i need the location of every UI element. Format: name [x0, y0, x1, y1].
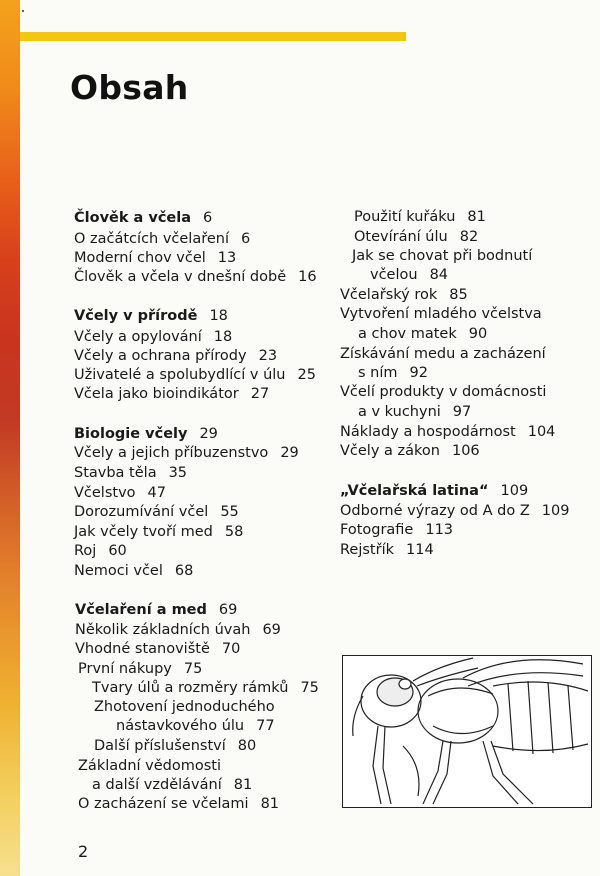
toc-entry-title: nástavkového úlu — [116, 718, 245, 734]
toc-entry-title: Člověk a včela — [74, 210, 192, 226]
toc-entry-title: Včelí produkty v domácnosti — [340, 384, 547, 400]
toc-entry-title: Moderní chov včel — [74, 250, 206, 266]
toc-entry-page: 27 — [250, 386, 270, 402]
toc-entry-page: 85 — [449, 287, 468, 303]
toc-entry-title: Včelaření a med — [75, 602, 207, 618]
page-title: Obsah — [70, 68, 189, 107]
toc-entry-title: Včely a zákon — [340, 443, 440, 459]
toc-entry-page: 16 — [298, 269, 317, 285]
toc-entry-title: Odborné výrazy od A do Z — [340, 503, 530, 519]
toc-entry-page: 25 — [297, 367, 316, 383]
toc-entry — [74, 230, 250, 248]
toc-entry-page: 69 — [218, 602, 238, 618]
toc-entry-page: 13 — [217, 250, 237, 266]
toc-entry — [340, 541, 434, 559]
toc-entry — [358, 364, 428, 382]
toc-entry — [74, 444, 299, 462]
toc-entry — [358, 403, 471, 421]
toc-entry-title: Rejstřík — [340, 542, 394, 558]
toc-entry-page: 97 — [452, 404, 472, 420]
toc-entry-page: 18 — [209, 308, 228, 324]
toc-entry-title: Roj — [74, 543, 97, 559]
toc-entry — [75, 640, 240, 658]
toc-entry-title: Použití kuřáku — [354, 209, 456, 225]
toc-entry-page: 55 — [220, 504, 239, 520]
toc-entry-title: Včely v přírodě — [74, 308, 198, 324]
toc-entry — [354, 208, 486, 226]
toc-entry — [340, 442, 480, 460]
toc-entry — [74, 366, 316, 384]
header-bar — [20, 32, 406, 41]
toc-entry — [75, 621, 281, 639]
toc-entry-title: Člověk a včela v dnešní době — [74, 269, 287, 285]
toc-entry-title: Vhodné stanoviště — [75, 641, 210, 657]
toc-entry-title: Získávání medu a zacházení — [340, 346, 546, 362]
toc-entry — [74, 249, 236, 267]
toc-entry-page: 90 — [468, 326, 488, 342]
toc-entry-page: 58 — [224, 524, 244, 540]
toc-entry-title: Včely a jejich příbuzenstvo — [74, 445, 269, 461]
toc-entry — [94, 737, 256, 755]
toc-entry — [74, 484, 166, 502]
toc-entry — [74, 464, 187, 482]
toc-entry-page: 92 — [409, 365, 428, 381]
toc-entry-title: Včely a ochrana přírody — [74, 348, 247, 364]
toc-entry — [74, 307, 228, 325]
toc-entry — [370, 266, 448, 284]
toc-entry — [94, 698, 287, 716]
toc-entry-title: Další příslušenství — [94, 738, 226, 754]
toc-entry-title: Tvary úlů a rozměry rámků — [92, 680, 289, 696]
toc-entry — [340, 383, 558, 401]
toc-entry-title: Dorozumívání včel — [74, 504, 209, 520]
toc-entry-page: 81 — [467, 209, 486, 225]
toc-entry-page: 69 — [262, 622, 281, 638]
toc-entry — [74, 347, 277, 365]
toc-entry-page: 81 — [260, 796, 280, 812]
toc-entry-page: 6 — [241, 231, 251, 247]
toc-entry-page: 82 — [459, 229, 479, 245]
toc-entry-title: Náklady a hospodárnost — [340, 424, 516, 440]
toc-entry-page: 35 — [168, 465, 188, 481]
toc-entry-title: „Včelařská latina“ — [340, 483, 489, 499]
toc-entry-title: Jak včely tvoří med — [74, 524, 213, 540]
toc-entry — [354, 228, 478, 246]
toc-entry — [340, 423, 555, 441]
toc-entry-title: Biologie včely — [74, 426, 188, 442]
toc-entry-page: 77 — [256, 718, 275, 734]
toc-entry-title: Několik základních úvah — [75, 622, 251, 638]
toc-entry — [74, 542, 127, 560]
toc-entry — [74, 562, 193, 580]
toc-entry-page: 75 — [300, 680, 319, 696]
toc-entry — [74, 328, 232, 346]
toc-entry-title: Včelstvo — [74, 485, 136, 501]
toc-entry-title: Včely a opylování — [74, 329, 202, 345]
toc-entry — [74, 268, 317, 286]
toc-entry-title: Otevírání úlu — [354, 229, 448, 245]
toc-entry — [78, 795, 279, 813]
toc-entry-title: Včela jako bioindikátor — [74, 386, 239, 402]
toc-entry-title: První nákupy — [78, 661, 172, 677]
toc-entry-page: 6 — [203, 210, 213, 226]
toc-entry-page: 18 — [213, 329, 233, 345]
toc-entry-title: a další vzdělávání — [92, 777, 222, 793]
toc-entry-title: Včelařský rok — [340, 287, 438, 303]
toc-entry-page: 70 — [221, 641, 241, 657]
toc-entry-page: 109 — [500, 483, 529, 499]
toc-entry-title: a v kuchyni — [358, 404, 441, 420]
toc-entry-title: Vytvoření mladého včelstva — [340, 306, 542, 322]
toc-entry — [116, 717, 275, 735]
toc-entry-page: 68 — [174, 563, 194, 579]
toc-entry-title: Uživatelé a spolubydlící v úlu — [74, 367, 286, 383]
toc-entry-title: Nemoci včel — [74, 563, 163, 579]
toc-entry-title: Stavba těla — [74, 465, 157, 481]
toc-entry — [74, 523, 243, 541]
toc-entry-page: 29 — [199, 426, 218, 442]
toc-entry — [74, 385, 269, 403]
toc-entry-page: 106 — [451, 443, 480, 459]
toc-entry-title: Základní vědomosti — [78, 758, 222, 774]
toc-entry-title: s ním — [358, 365, 398, 381]
toc-entry — [92, 776, 252, 794]
toc-entry — [340, 502, 569, 520]
toc-entry-title: O zacházení se včelami — [78, 796, 249, 812]
toc-entry-page: 109 — [541, 503, 570, 519]
toc-entry-title: Jak se chovat při bodnutí — [352, 248, 533, 264]
toc-entry-title: a chov matek — [358, 326, 457, 342]
toc-entry-title: Fotografie — [340, 522, 414, 538]
toc-entry — [340, 286, 468, 304]
toc-entry-page: 29 — [280, 445, 299, 461]
toc-entry — [74, 209, 212, 227]
toc-entry — [92, 679, 319, 697]
page-number: 2 — [78, 842, 89, 861]
toc-entry-page: 104 — [527, 424, 556, 440]
toc-entry — [74, 425, 218, 443]
toc-entry-page: 47 — [147, 485, 166, 501]
toc-entry — [75, 601, 237, 619]
toc-entry-page: 114 — [406, 542, 434, 558]
toc-entry — [78, 660, 202, 678]
toc-entry-page: 60 — [108, 543, 127, 559]
toc-entry-page: 23 — [258, 348, 278, 364]
toc-entry — [358, 325, 487, 343]
page-edge-strip — [0, 0, 20, 876]
toc-entry — [340, 345, 558, 363]
toc-entry — [352, 247, 544, 265]
toc-entry — [340, 521, 453, 539]
bee-illustration — [342, 655, 592, 808]
toc-entry-page: 84 — [429, 267, 449, 283]
toc-entry-page: 113 — [425, 522, 454, 538]
toc-entry — [74, 503, 239, 521]
toc-entry — [340, 305, 554, 323]
toc-entry-title: včelou — [370, 267, 418, 283]
toc-entry-title: O začátcích včelaření — [74, 231, 230, 247]
toc-entry — [340, 482, 528, 500]
toc-entry-page: 75 — [183, 661, 203, 677]
toc-entry — [78, 757, 233, 775]
speck — [22, 10, 24, 12]
toc-entry-page: 81 — [233, 777, 253, 793]
toc-entry-title: Zhotovení jednoduchého — [94, 699, 275, 715]
toc-entry-page: 80 — [237, 738, 257, 754]
